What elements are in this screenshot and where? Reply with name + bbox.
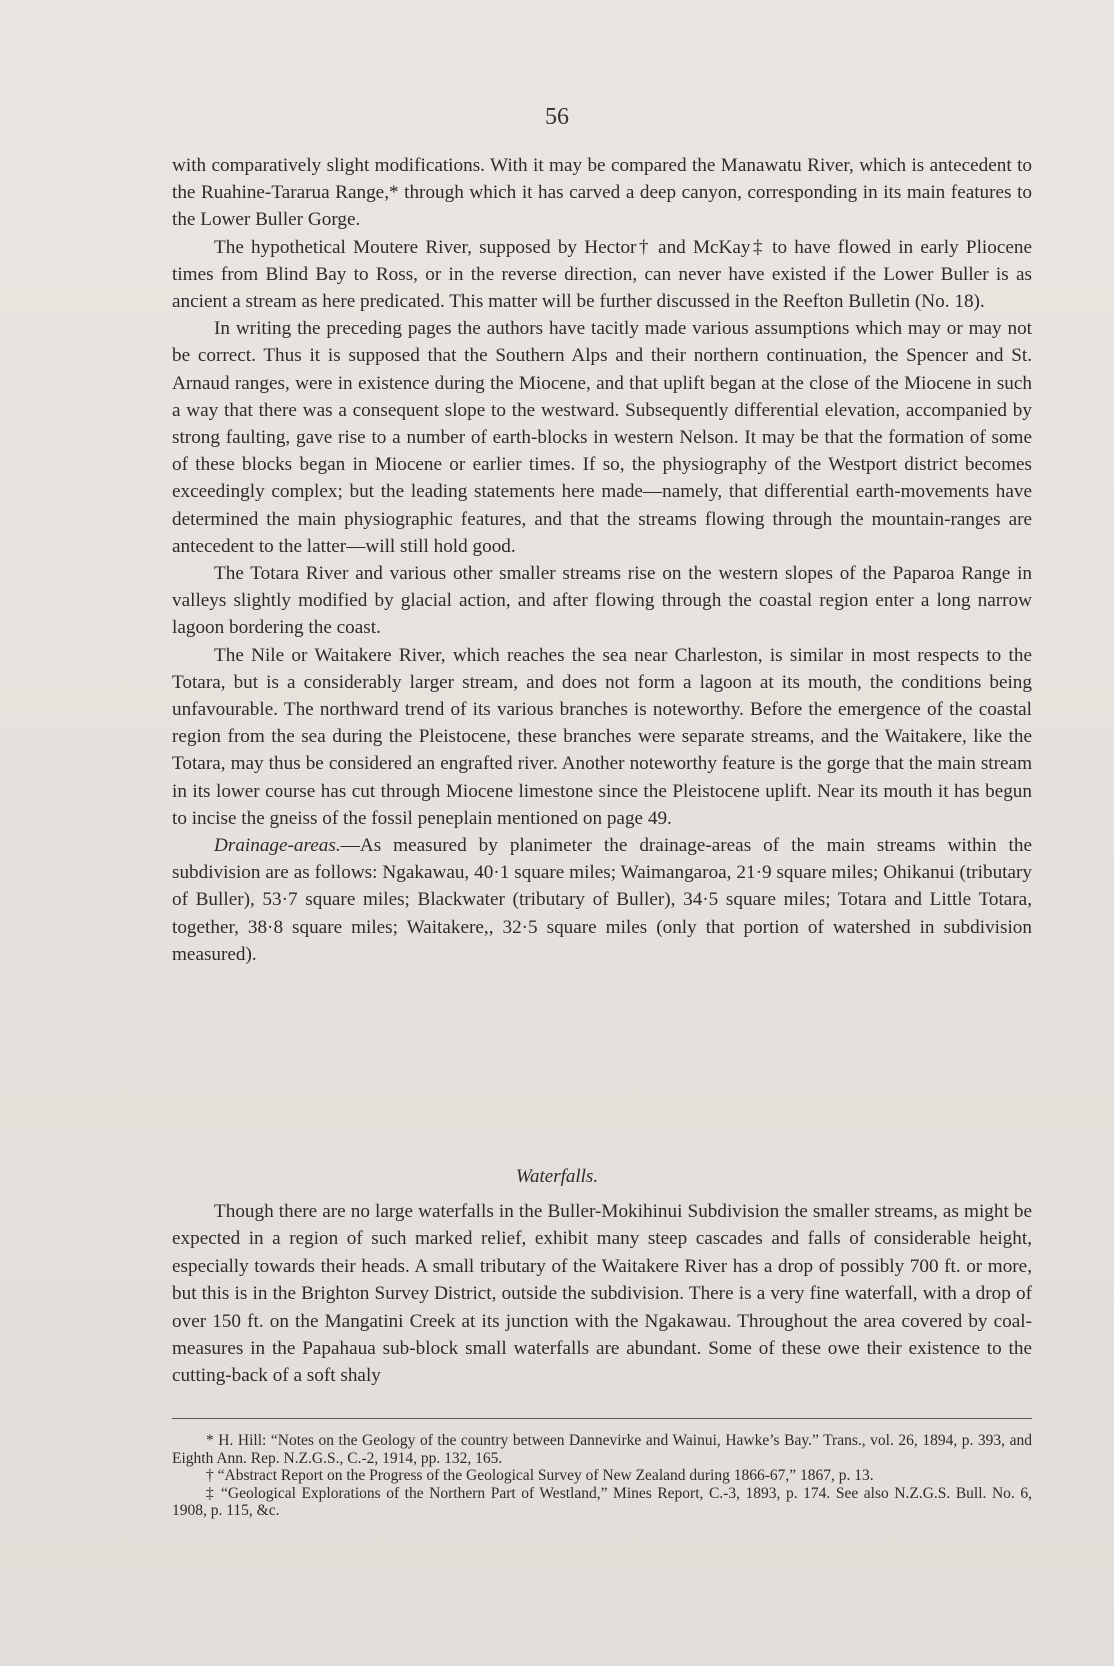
- drainage-text: —As measured by planimeter the drainage-areas of the main streams within the subdivision are as follows: Ngakawau, 40·1 square miles; Waimangaroa, 21·9 square miles; Ohikanui (tributary of Buller), 53·7 square miles; Blackwater (tributary of Buller), 34·5 square miles; Totara and Little Totara, together, 38·8 square miles; Waitakere,, 32·5 square miles (only that portion of watershed in subdivision measured).: [172, 835, 1032, 965]
- footnote: ‡ “Geological Explorations of the Northern Part of Westland,” Mines Report, C.-3, 1893, p. 174. See also N.Z.G.S. Bull. No. 6, 1908, p. 115, &c.: [172, 1484, 1032, 1519]
- footnotes: [172, 1432, 1032, 1520]
- paragraph: The Nile or Waitakere River, which reaches the sea near Charleston, is similar in most respects to the Totara, but is a considerably larger stream, and does not form a lagoon at its mouth, the conditions being unfavourable. The northward trend of its various branches is noteworthy. Before the emergence of the coastal region from the sea during the Pleistocene, these branches were separate streams, and the Waitakere, like the Totara, may thus be considered an engrafted river. Another noteworthy feature is the gorge that the main stream in its lower course has cut through Miocene limestone since the Pleistocene uplift. Near its mouth it has begun to incise the gneiss of the fossil peneplain mentioned on page 49.: [172, 644, 1032, 829]
- paragraph: The Totara River and various other smaller streams rise on the western slopes of the Paparoa Range in valleys slightly modified by glacial action, and after flowing through the coastal region enter a long narrow lagoon bordering the coast.: [172, 563, 1032, 639]
- drainage-label: Drainage-areas.: [214, 835, 341, 857]
- footnote-divider: [172, 1418, 1032, 1419]
- paragraph: Though there are no large waterfalls in the Buller-Mokihinui Subdivision the smaller streams, as might be expected in a region of such marked relief, exhibit many steep cascades and falls of considerable height, especially towards their heads. A small tributary of the Waitakere River has a drop of possibly 700 ft. or more, but this is in the Brighton Survey District, outside the subdivision. There is a very fine waterfall, with a drop of over 150 ft. on the Mangatini Creek at its junction with the Ngakawau. Throughout the area covered by coal-measures in the Papahaua sub-block small waterfalls are abundant. Some of these owe their existence to the cutting-back of a soft shaly: [172, 1201, 1032, 1387]
- footnote: † “Abstract Report on the Progress of the Geological Survey of New Zealand during 1866-67,” 1867, p. 13.: [206, 1467, 874, 1484]
- footnote: * H. Hill: “Notes on the Geology of the country between Dannevirke and Wainui, Hawke’s Bay.” Trans., vol. 26, 1894, p. 393, and Eighth Ann. Rep. N.Z.G.S., C.-2, 1914, pp. 132, 165.: [172, 1432, 1032, 1467]
- paragraph: with comparatively slight modifications. With it may be compared the Manawatu River, which is antecedent to the Ruahine-Tararua Range,* through which it has carved a deep canyon, corresponding in its main features to the Lower Buller Gorge.: [172, 155, 1032, 231]
- section-heading: Waterfalls.: [515, 1166, 599, 1187]
- paragraph: In writing the preceding pages the authors have tacitly made various assumptions which may or may not be correct. Thus it is supposed that the Southern Alps and their northern continuation, the Spencer and St. Arnaud ranges, were in existence during the Miocene, and that uplift began at the close of the Miocene in such a way that there was a consequent slope to the westward. Subsequently differential elevation, accompanied by strong faulting, gave rise to a number of earth-blocks in western Nelson. It may be that the formation of some of these blocks began in Miocene or earlier times. If so, the physiography of the Westport district becomes exceedingly complex; but the leading statements here made—namely, that differential earth-movements have determined the main physiographic features, and that the streams flowing through the mountain-ranges are antecedent to the latter—will still hold good.: [172, 318, 1032, 557]
- drainage-paragraph: [172, 832, 1032, 968]
- page-number: 56: [545, 104, 569, 130]
- paragraph: The hypothetical Moutere River, supposed by Hector† and McKay‡ to have flowed in early Pliocene times from Blind Bay to Ross, or in the reverse direction, can never have existed if the Lower Buller is as ancient a stream as here predicated. This matter will be further discussed in the Reefton Bulletin (No. 18).: [172, 236, 1032, 313]
- body-text: [172, 152, 1032, 968]
- waterfalls-section: [172, 1198, 1032, 1390]
